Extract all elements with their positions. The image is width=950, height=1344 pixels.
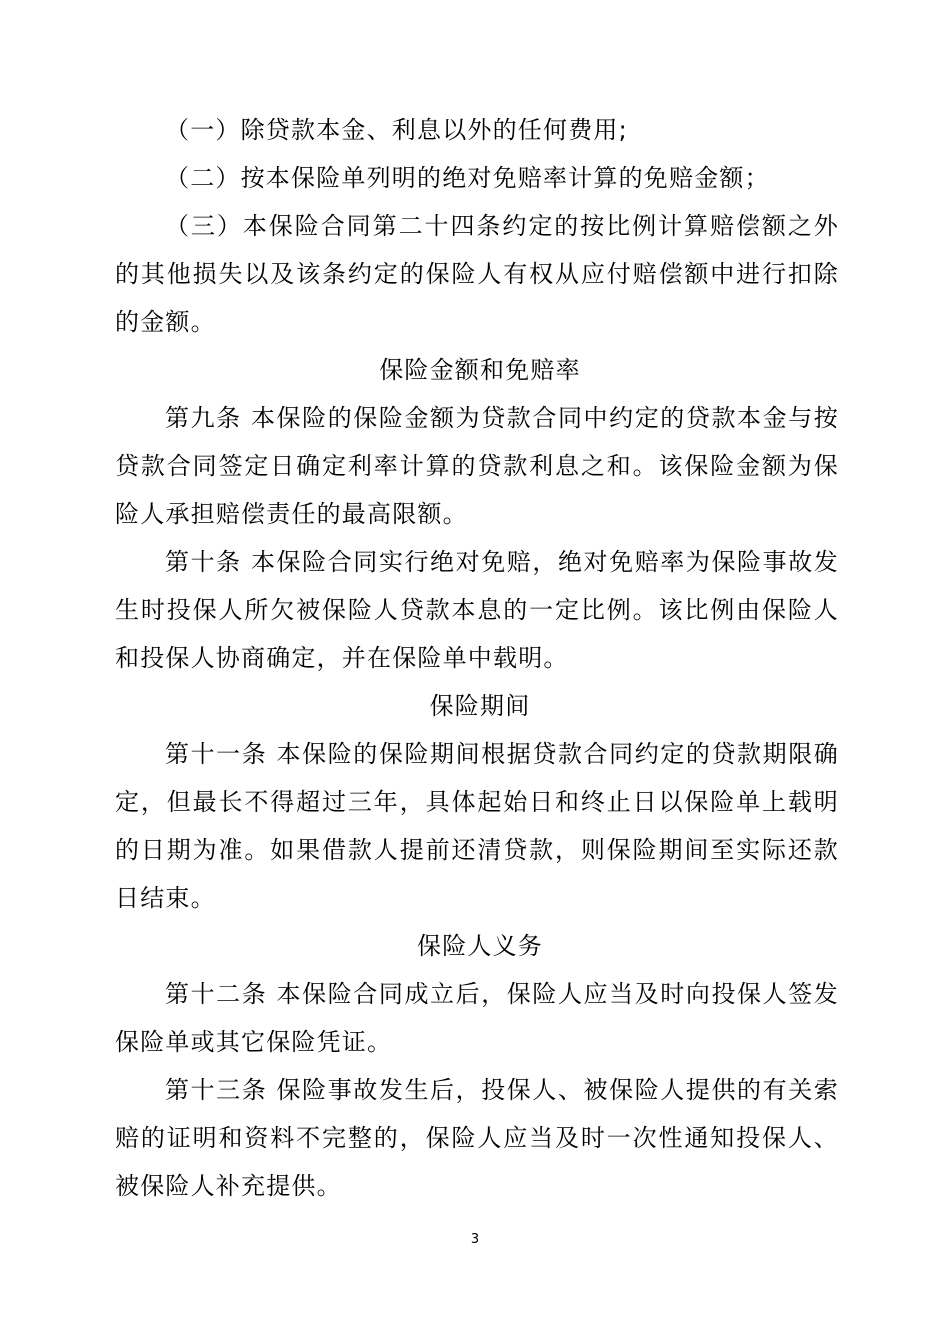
exclusion-item-1: （一）除贷款本金、利息以外的任何费用; bbox=[165, 116, 628, 144]
section-heading-insurance-period: 保险期间 bbox=[429, 692, 531, 720]
article-10: 第十条 本保险合同实行绝对免赔，绝对免赔率为保险事故发生时投保人所欠被保险人贷款本息的一定比例。该比例由保险人和投保人协商确定，并在保险单中载明。 bbox=[115, 548, 839, 672]
section-heading-insurer-obligations: 保险人义务 bbox=[417, 932, 543, 960]
article-12: 第十二条 本保险合同成立后，保险人应当及时向投保人签发保险单或其它保险凭证。 bbox=[115, 980, 839, 1056]
exclusion-item-3: （三）本保险合同第二十四条约定的按比例计算赔偿额之外的其他损失以及该条约定的保险人有权从应付赔偿额中进行扣除的金额。 bbox=[115, 212, 839, 336]
article-9: 第九条 本保险的保险金额为贷款合同中约定的贷款本金与按贷款合同签定日确定利率计算的贷款利息之和。该保险金额为保险人承担赔偿责任的最高限额。 bbox=[115, 404, 839, 528]
article-13: 第十三条 保险事故发生后，投保人、被保险人提供的有关索赔的证明和资料不完整的，保险人应当及时一次性通知投保人、被保险人补充提供。 bbox=[115, 1076, 839, 1200]
page-number: 3 bbox=[470, 1232, 480, 1247]
section-heading-insured-amount: 保险金额和免赔率 bbox=[379, 356, 581, 384]
article-11: 第十一条 本保险的保险期间根据贷款合同约定的贷款期限确定，但最长不得超过三年，具体起始日和终止日以保险单上载明的日期为准。如果借款人提前还清贷款，则保险期间至实际还款日结束。 bbox=[115, 740, 839, 912]
exclusion-item-2: （二）按本保险单列明的绝对免赔率计算的免赔金额； bbox=[165, 164, 770, 192]
document-body bbox=[115, 106, 839, 1210]
